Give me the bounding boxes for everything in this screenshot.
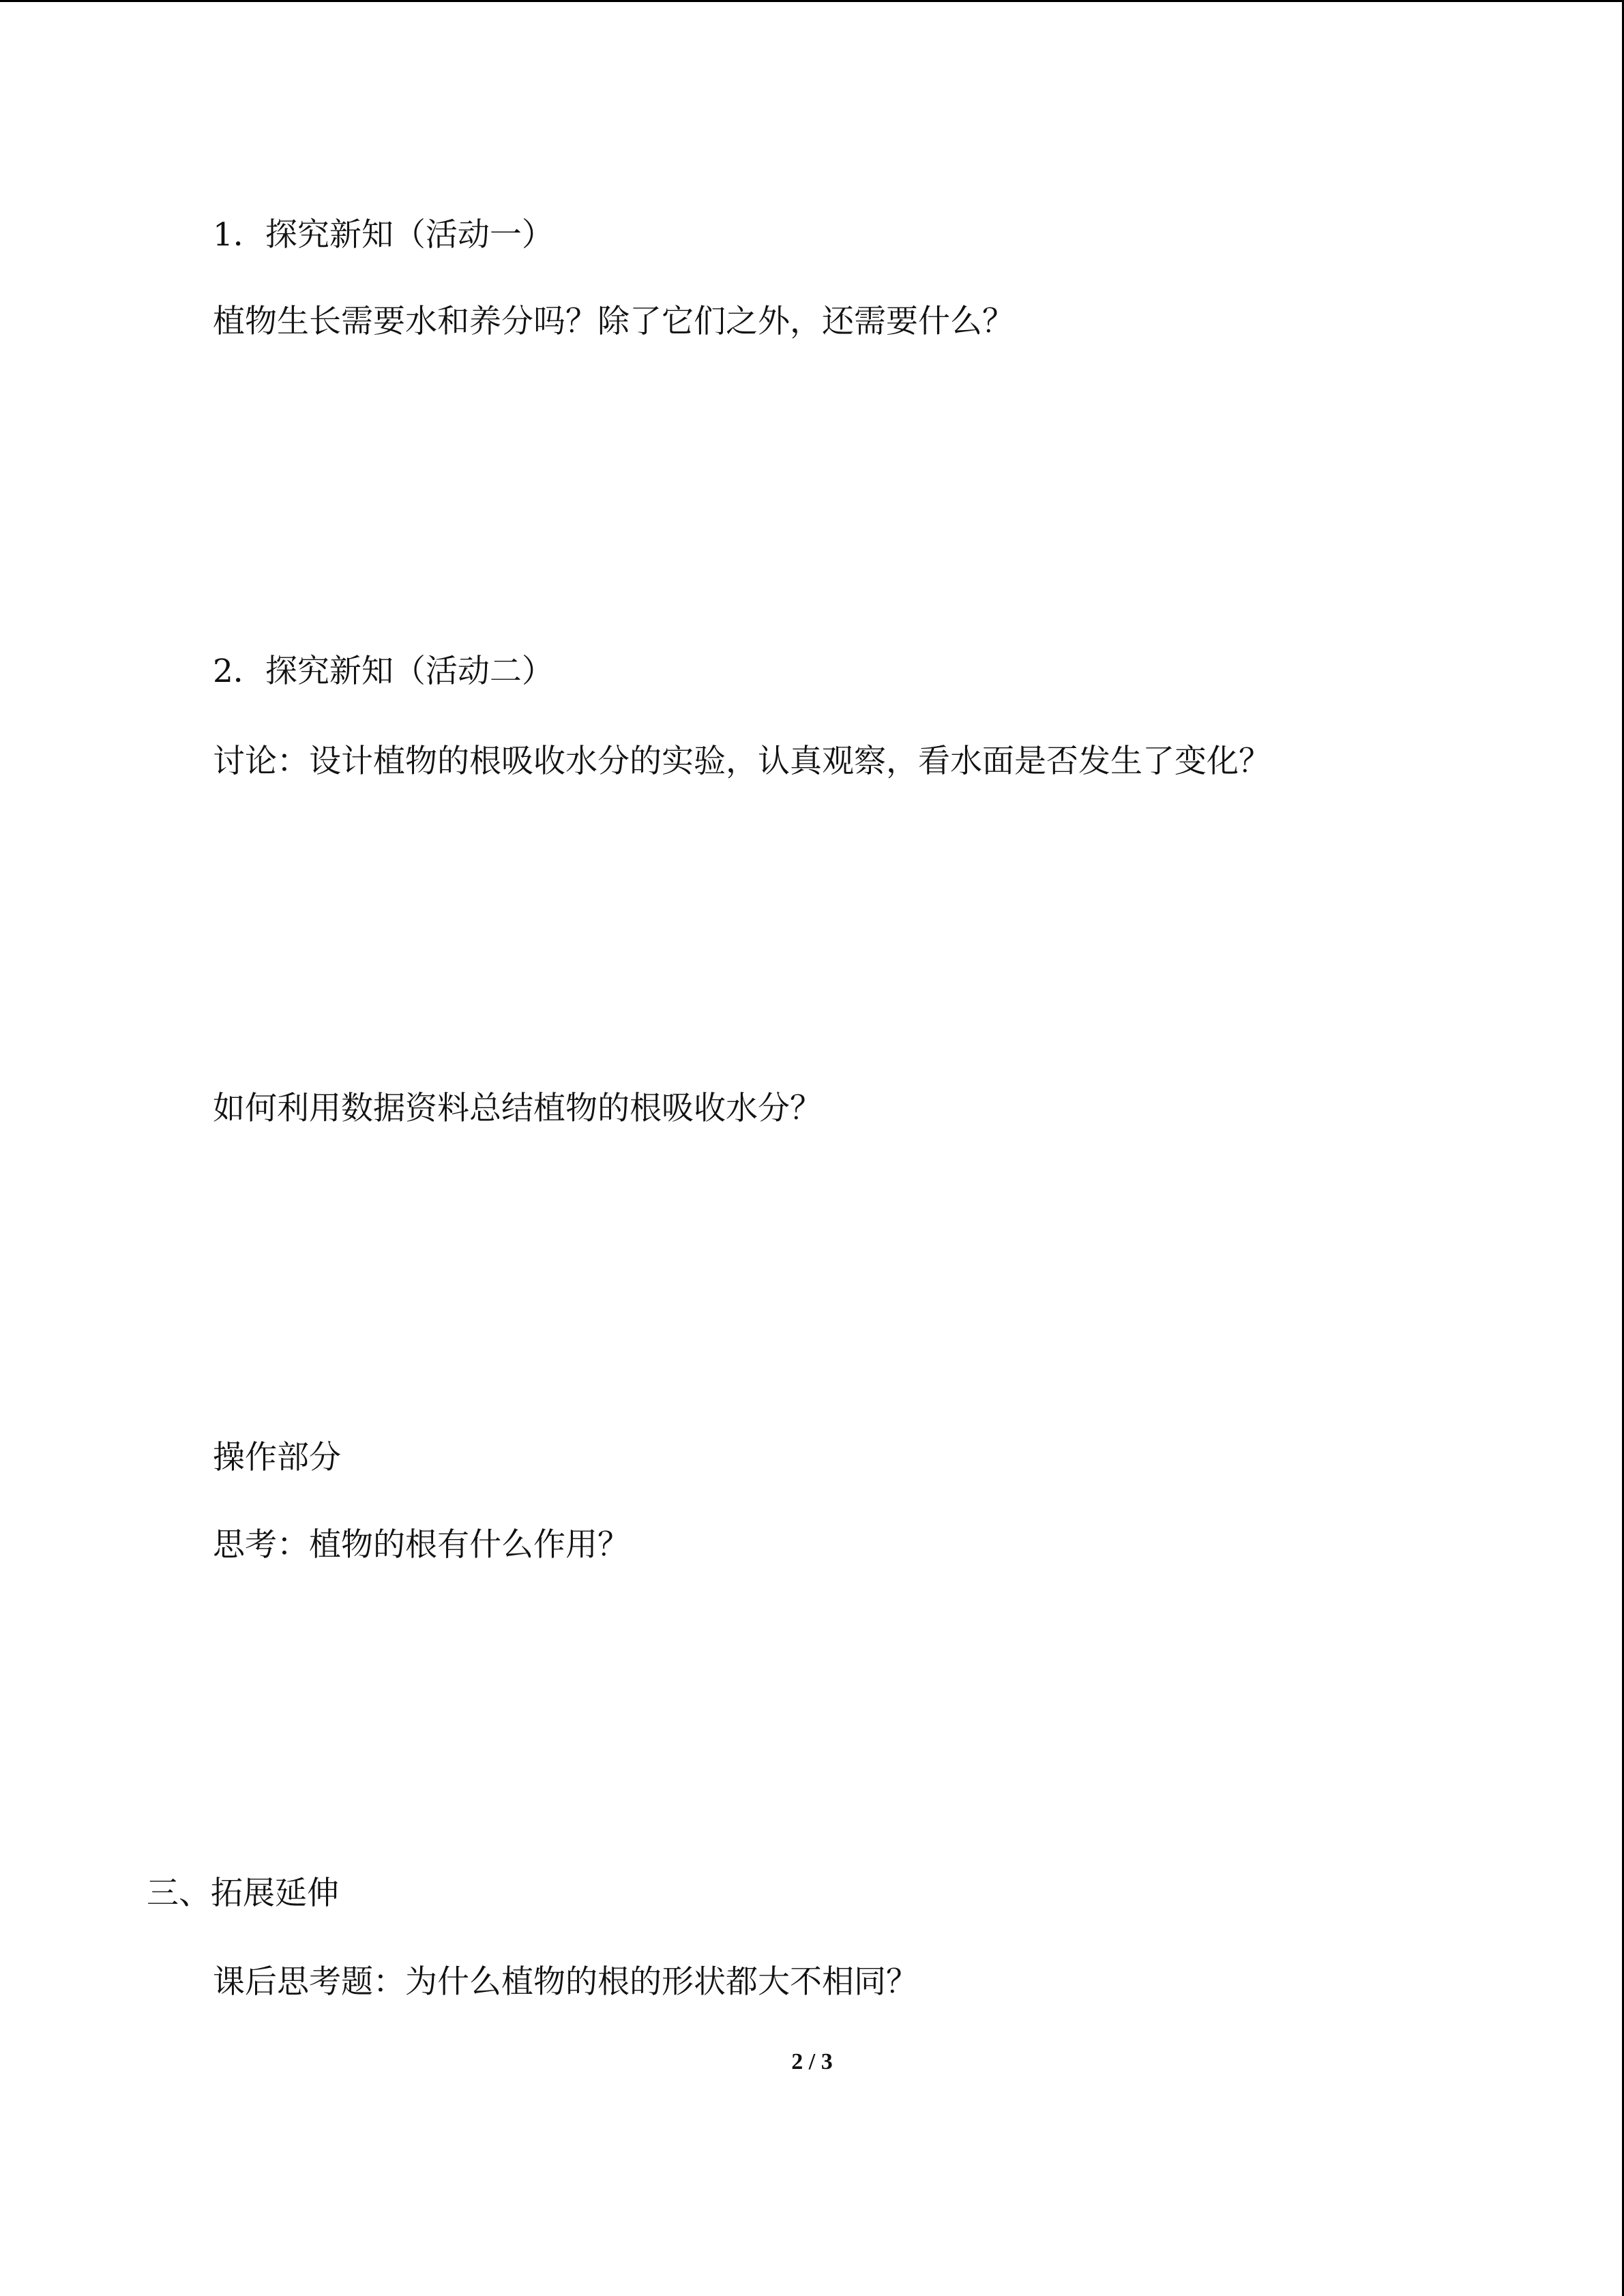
activity1-question: 植物生长需要水和养分吗？除了它们之外，还需要什么？ — [213, 303, 1014, 340]
activity2-heading: 2．探究新知（活动二） — [213, 653, 554, 690]
page-top-border — [0, 0, 1624, 2]
page-number: 2 / 3 — [791, 2049, 833, 2074]
section3-heading: 三、拓展延伸 — [147, 1875, 339, 1912]
activity1-heading: 1．探究新知（活动一） — [213, 216, 554, 254]
operation-heading: 操作部分 — [213, 1439, 341, 1476]
data-question: 如何利用数据资料总结植物的根吸收水分？ — [213, 1090, 822, 1127]
think-question: 思考：植物的根有什么作用？ — [213, 1526, 630, 1564]
homework-question: 课后思考题：为什么植物的根的形状都大不相同？ — [213, 1963, 918, 2001]
activity2-discussion: 讨论：设计植物的根吸收水分的实验，认真观察，看水面是否发生了变化？ — [213, 743, 1271, 780]
